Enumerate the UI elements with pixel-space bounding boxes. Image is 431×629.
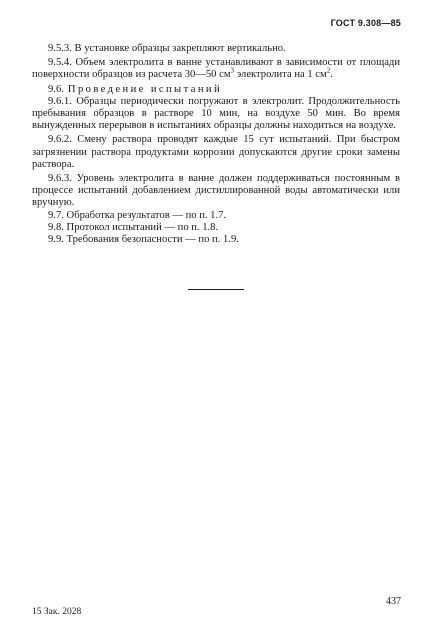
clause-9-9: 9.9. Требования безопасности — по п. 1.9.: [48, 234, 239, 246]
section-number: 9.6.: [48, 83, 64, 95]
page-number: 437: [386, 596, 401, 607]
clause-9-8: 9.8. Протокол испытаний — по п. 1.8.: [48, 221, 219, 233]
clause-9-7: 9.7. Обработка результатов — по п. 1.7.: [48, 209, 227, 221]
clause-9-5-3: 9.5.3. В установке образцы закрепляют вертикально.: [48, 43, 286, 54]
section-heading-9-6: [32, 84, 400, 96]
clause-9-6-1: 9.6.1. Образцы периодически погружают в электролит. Продолжительность пребывания образцов в растворе 10 мин, на воздухе 50 мин. Во время вынужденных перерывов в испытаниях образцы должны находиться на воздухе.: [32, 95, 400, 132]
clause-9-5-4-text-cont: электролита на 1 см: [234, 69, 327, 81]
superscript-cubed: 3: [230, 66, 235, 75]
clause-9-5-4: [32, 57, 400, 81]
clause-9-5-4-text: 9.5.4. Объем электролита в ванне устанавливают в зависимости от площади поверхности образцов из расчета 30—50 см: [32, 57, 400, 81]
superscript-squared: 2: [326, 66, 331, 75]
print-order-note: 15 Зак. 2028: [32, 607, 82, 617]
end-divider-line: [188, 289, 244, 290]
clause-9-6-3: 9.6.3. Уровень электролита в ванне должен поддерживаться постоянным в процессе испытаний добавлением дистиллированной воды автоматически или вручную.: [32, 173, 400, 209]
clause-9-5-4-end: .: [330, 69, 333, 81]
document-body: [32, 43, 400, 246]
standard-code-header: ГОСТ 9.308—85: [330, 18, 401, 28]
section-title: Проведение испытаний: [67, 83, 223, 95]
clause-9-6-2: 9.6.2. Смену раствора проводят каждые 15 сут испытаний. При быстром загрязнении раствора продуктами коррозии допускаются другие сроки замены раствора.: [32, 134, 400, 170]
